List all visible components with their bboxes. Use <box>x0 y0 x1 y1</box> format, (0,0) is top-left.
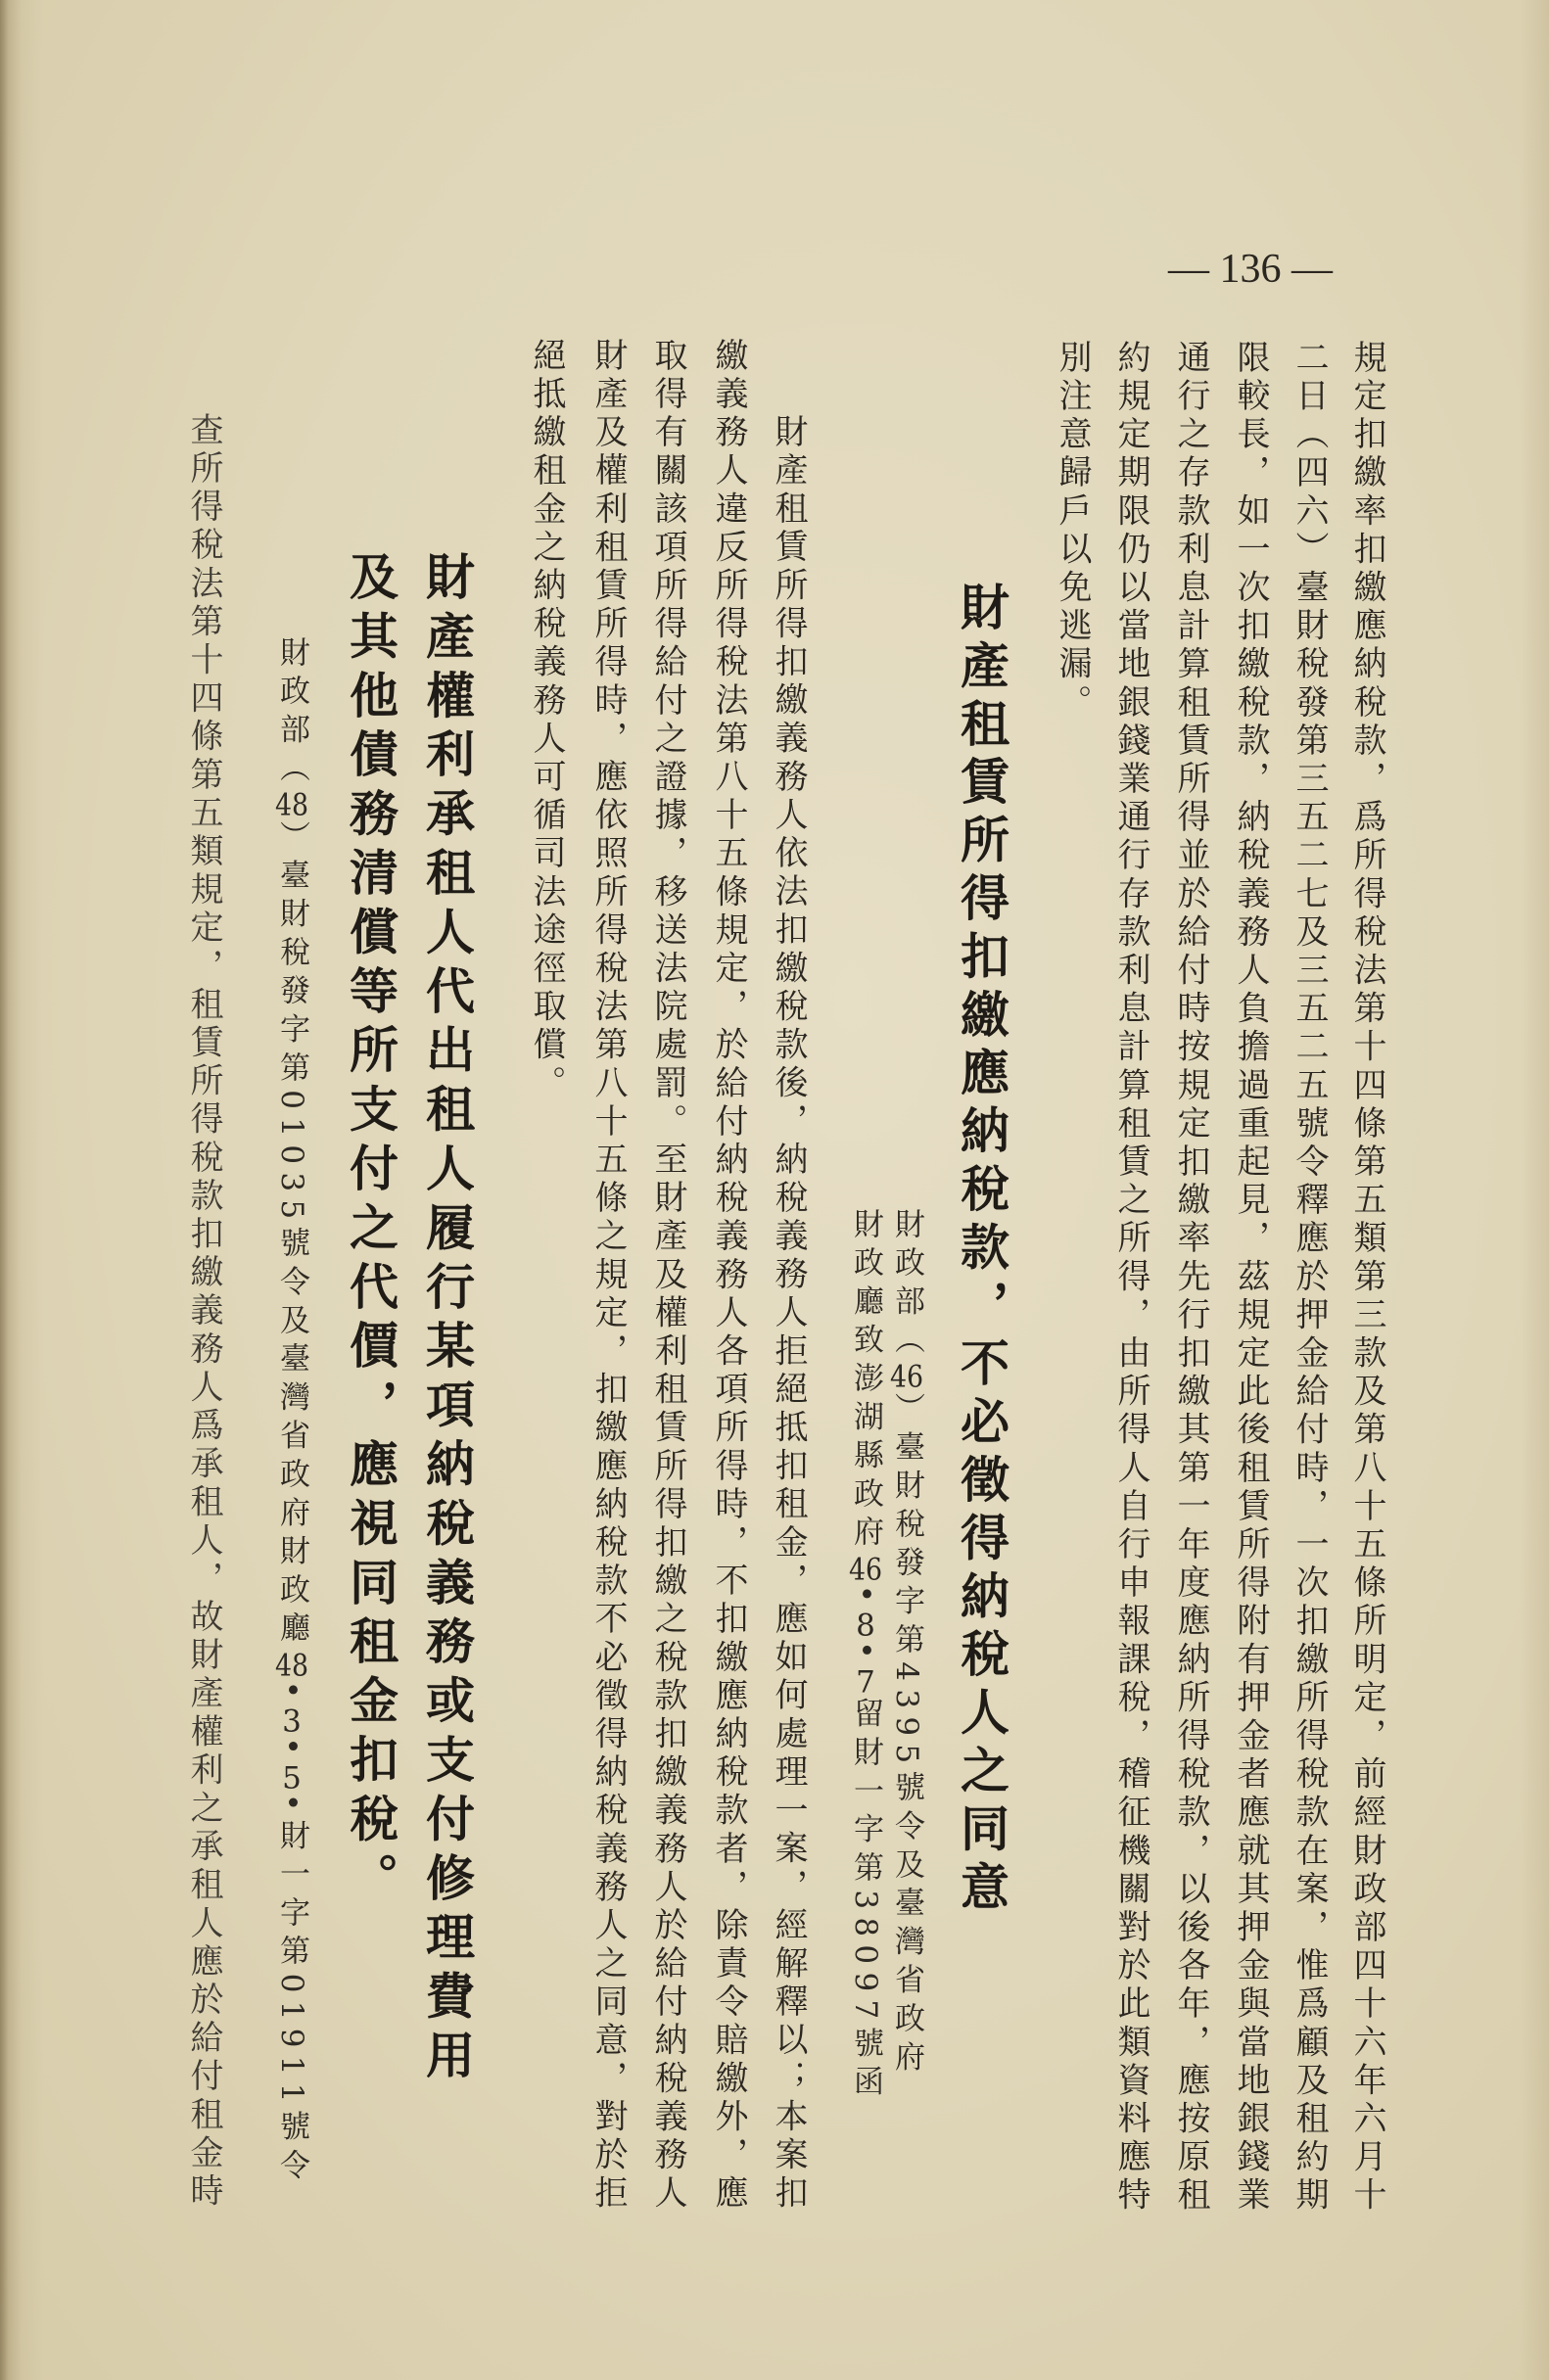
section-title: 及其他債務清償等所支付之代價，應視同租金扣稅。 <box>342 551 399 1912</box>
body-column: 二日（四六）臺財稅發第三五二七及三五二五號令釋應於押金給付時，一次扣繳所得稅款在案，惟爲顧及租約期 <box>1290 340 1329 2216</box>
body-column: 財產租賃所得扣繳義務人依法扣繳稅款後，納稅義務人拒絕抵扣租金，應如何處理一案，經解釋以；本案扣 <box>769 414 808 2214</box>
source-citation: 財政廳致澎湖縣政府46•8•7留財一字第38097號函 <box>848 1208 883 2105</box>
body-column: 繳義務人違反所得稅法第八十五條規定，於給付納稅義務人各項所得時，不扣繳應納稅款者，除責令賠繳外，應 <box>709 338 748 2214</box>
body-column: 限較長，如一次扣繳稅款，納稅義務人負擔過重起見，茲規定此後租賃所得附有押金者應就其押金與當地銀錢業 <box>1231 340 1270 2216</box>
section-title: 財產權利承租人代出租人履行某項納稅義務或支付修理費用 <box>418 551 476 2089</box>
body-column: 規定扣繳率扣繳應納稅款，爲所得稅法第十四條第五類第三款及第八十五條所明定，前經財政部四十六年六月十 <box>1347 340 1386 2216</box>
body-column: 取得有關該項所得給付之證據，移送法院處罰。至財產及權利租賃所得扣繳之稅款扣繳義務人於給付納稅義務人 <box>648 338 687 2214</box>
upright-digits: 48 <box>274 1650 309 1681</box>
source-citation: 財政部（46）臺財稅發字第4395號令及臺灣省政府 <box>889 1208 924 2079</box>
upright-digits: 46 <box>848 1554 883 1585</box>
source-citation: 財政部（48）臺財稅發字第01035號令及臺灣省政府財政廳48•3•5•財一字第01911號令 <box>274 636 309 2188</box>
upright-digits: 8 <box>856 1610 875 1642</box>
upright-digits: 7 <box>856 1666 875 1698</box>
body-column: 通行之存款利息計算租賃所得並於給付時按規定扣繳率先行扣繳其第一年度應納所得稅款，以後各年，應按原租 <box>1171 340 1210 2216</box>
upright-digits: 46 <box>889 1362 924 1393</box>
body-column: 絕抵繳租金之納稅義務人可循司法途徑取償。 <box>527 338 566 1103</box>
upright-digits: 5 <box>282 1762 302 1794</box>
body-column: 約規定期限仍以當地銀錢業通行存款利息計算租賃之所得，由所得人自行申報課稅，稽征機關對於此類資料應特 <box>1111 340 1150 2216</box>
body-column: 別注意歸戶以免逃漏。 <box>1053 340 1092 723</box>
body-column: 查所得稅法第十四條第五類規定，租賃所得稅款扣繳義務人爲承租人，故財產權利之承租人應於給付租金時 <box>184 412 223 2212</box>
upright-digits: 3 <box>282 1706 302 1738</box>
body-column: 財產及權利租賃所得時，應依照所得稅法第八十五條之規定，扣繳應納稅款不必徵得納稅義務人之同意，對於拒 <box>588 338 628 2214</box>
page-number: — 136 — <box>1168 247 1333 292</box>
section-title: 財產租賃所得扣繳應納稅款，不必徵得納稅人之同意 <box>953 582 1010 1920</box>
upright-digits: 48 <box>274 790 309 821</box>
